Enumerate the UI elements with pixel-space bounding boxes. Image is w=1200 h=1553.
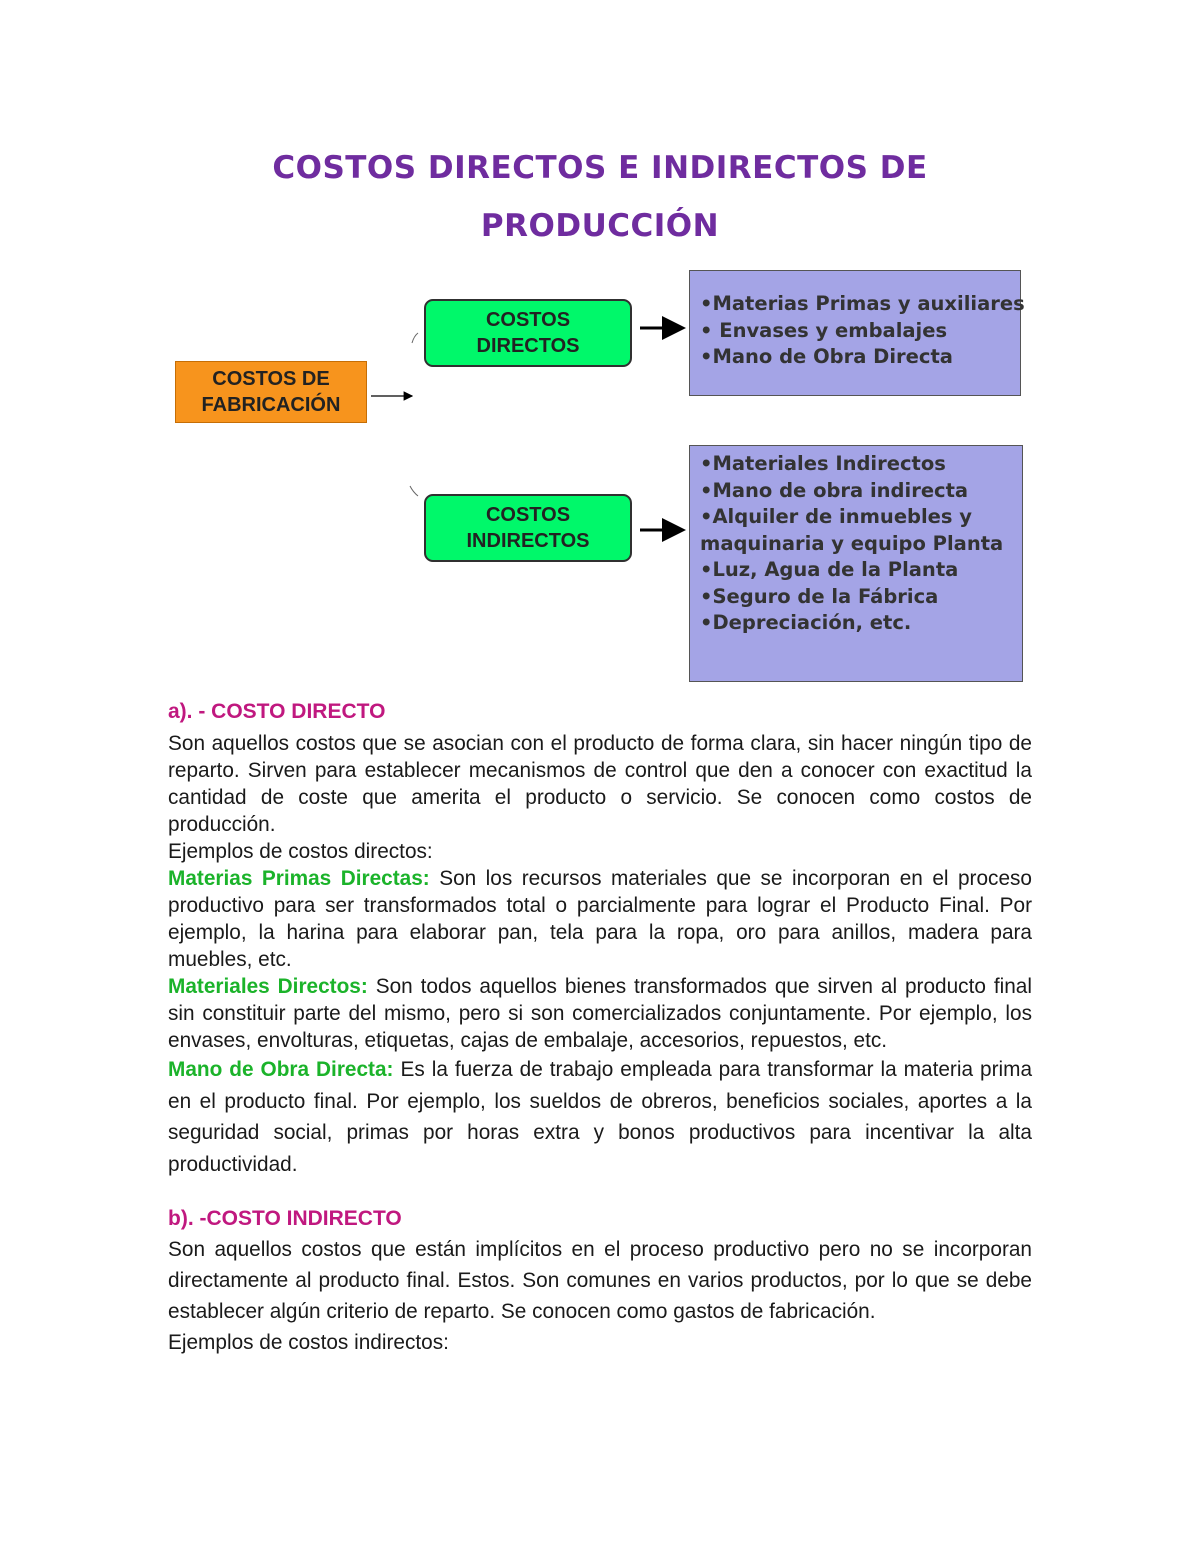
- root-costos-fabricacion: [175, 361, 367, 423]
- section-b-examples-label: Ejemplos de costos indirectos:: [168, 1331, 449, 1354]
- direct-items-box: [689, 270, 1025, 396]
- list-item: •Materiales Indirectos: [700, 452, 946, 475]
- example-materias-primas: Materias Primas Directas: Son los recursos materiales que se incorporan en el proceso productivo para ser transformados total o parcialmente para lograr el Producto Final. Por ejemplo, la harina para elaborar pan, tela para la ropa, oro para anillos, madera para muebles, etc.: [168, 867, 1032, 971]
- section-a-examples-label: Ejemplos de costos directos:: [168, 840, 433, 863]
- connector-to-indirect: [410, 486, 418, 496]
- section-b-intro: Son aquellos costos que están implícitos en el proceso productivo pero no se incorporan directamente al producto final. Estos. Son comunes en varios productos, por lo que se debe establecer algún criterio de reparto. Se conocen como gastos de fabricación.: [168, 1238, 1032, 1323]
- list-item: •Seguro de la Fábrica: [700, 584, 939, 608]
- list-item: •Mano de Obra Directa: [700, 345, 953, 368]
- section-a-heading: a). - COSTO DIRECTO: [168, 700, 386, 723]
- list-item: •Depreciación, etc.: [700, 611, 912, 634]
- direct-line-2: DIRECTOS: [476, 335, 580, 357]
- root-line-2: FABRICACIÓN: [201, 394, 341, 416]
- example-mano-de-obra: Mano de Obra Directa: Es la fuerza de trabajo empleada para transformar la materia prima en el producto final. Por ejemplo, los sueldos de obreros, beneficios sociales, aportes a la seguridad social, primas por horas extra y bonos productivos para incentivar la alta productividad.: [168, 1058, 1033, 1176]
- section-a: [168, 698, 1032, 1180]
- costos-directos-box: [424, 299, 632, 367]
- direct-line-1: COSTOS: [485, 309, 571, 331]
- list-item: •Materias Primas y auxiliares: [700, 292, 1025, 315]
- indirect-items-box: [689, 445, 1023, 682]
- list-item: maquinaria y equipo Planta: [700, 531, 1004, 555]
- list-item: •Luz, Agua de la Planta: [700, 558, 959, 581]
- section-a-intro: Son aquellos costos que se asocian con el producto de forma clara, sin hacer ningún tipo de reparto. Sirven para establecer mecanismos de control que den a conocer con exactitud la cantidad de coste que amerita el producto o servicio. Se conocen como costos de producción.: [168, 732, 1032, 836]
- indirect-line-1: COSTOS: [485, 504, 571, 526]
- section-b: [168, 1203, 1032, 1358]
- page-title-line-2: PRODUCCIÓN: [480, 208, 720, 244]
- list-item: •Alquiler de inmuebles y: [700, 505, 973, 528]
- section-b-heading: b). -COSTO INDIRECTO: [168, 1207, 402, 1230]
- list-item: • Envases y embalajes: [700, 318, 948, 342]
- page-title-line-1: COSTOS DIRECTOS E INDIRECTOS DE: [272, 150, 928, 186]
- indirect-line-2: INDIRECTOS: [466, 530, 590, 552]
- connector-to-direct: [412, 333, 418, 343]
- list-item: •Mano de obra indirecta: [700, 478, 969, 502]
- example-materiales-directos: Materiales Directos: Son todos aquellos bienes transformados que sirven al producto final sin constituir parte del mismo, pero si son comercializados conjuntamente. Por ejemplo, los envases, envolturas, etiquetas, cajas de embalaje, accesorios, repuestos, etc.: [168, 975, 1032, 1052]
- costos-indirectos-box: [424, 494, 632, 562]
- root-line-1: COSTOS DE: [212, 368, 330, 390]
